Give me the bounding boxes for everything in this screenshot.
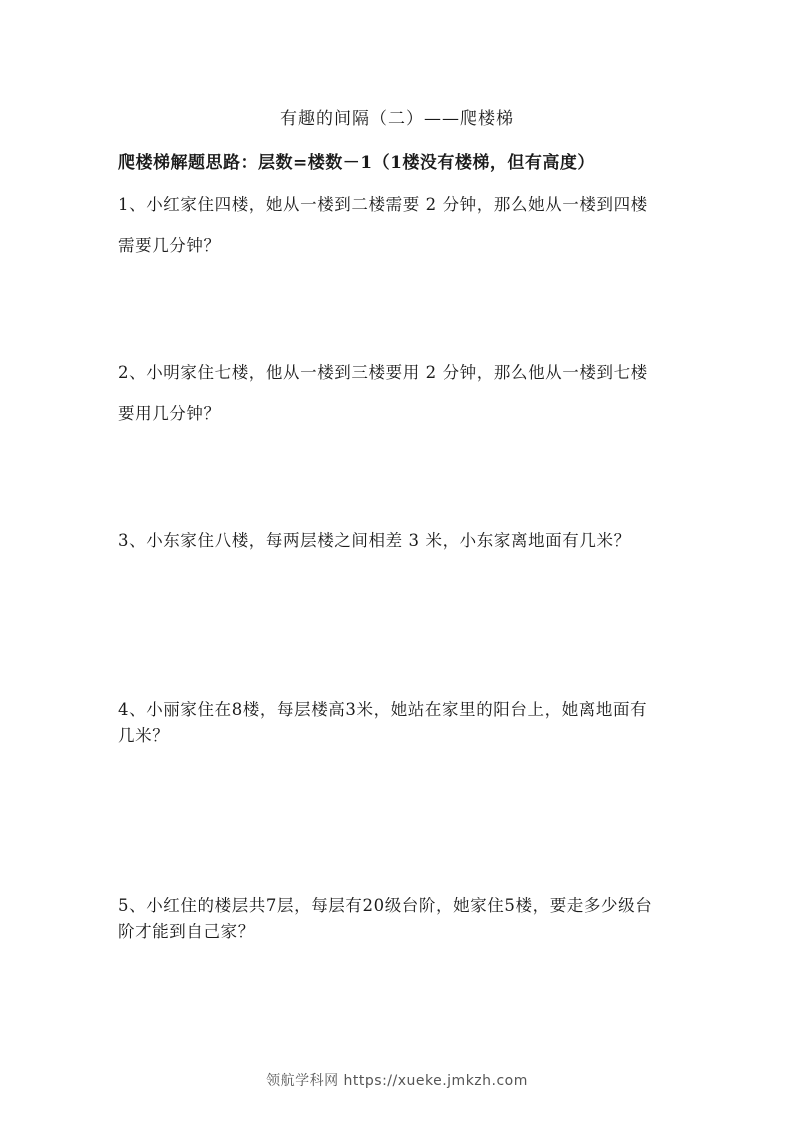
question-4 — [118, 696, 718, 746]
question-2 — [118, 359, 718, 424]
question-5-line-2: 阶才能到自己家？ — [118, 922, 255, 941]
question-3 — [118, 527, 718, 551]
question-4-line-2: 几米？ — [118, 726, 170, 745]
footer-watermark: 领航学科网 https://xueke.jmkzh.com — [266, 1073, 528, 1089]
question-3-line-1: 3、小东家住八楼，每两层楼之间相差 3 米，小东家离地面有几米？ — [118, 531, 631, 550]
question-2-line-1: 2、小明家住七楼，他从一楼到三楼要用 2 分钟，那么他从一楼到七楼 — [118, 363, 648, 382]
question-5 — [118, 892, 718, 942]
question-1-line-2: 需要几分钟？ — [118, 236, 221, 255]
question-1-line-1: 1、小红家住四楼，她从一楼到二楼需要 2 分钟，那么她从一楼到四楼 — [118, 195, 648, 214]
page-title: 有趣的间隔（二）——爬楼梯 — [280, 109, 514, 129]
question-5-line-1: 5、小红住的楼层共7层，每层有20级台阶，她家住5楼，要走多少级台 — [118, 896, 653, 915]
question-4-line-1: 4、小丽家住在8楼，每层楼高3米，她站在家里的阳台上，她离地面有 — [118, 700, 648, 719]
question-1 — [118, 191, 718, 256]
question-2-line-2: 要用几分钟？ — [118, 404, 221, 423]
solving-tip: 爬楼梯解题思路：层数=楼数－1（1楼没有楼梯，但有高度） — [118, 153, 595, 173]
